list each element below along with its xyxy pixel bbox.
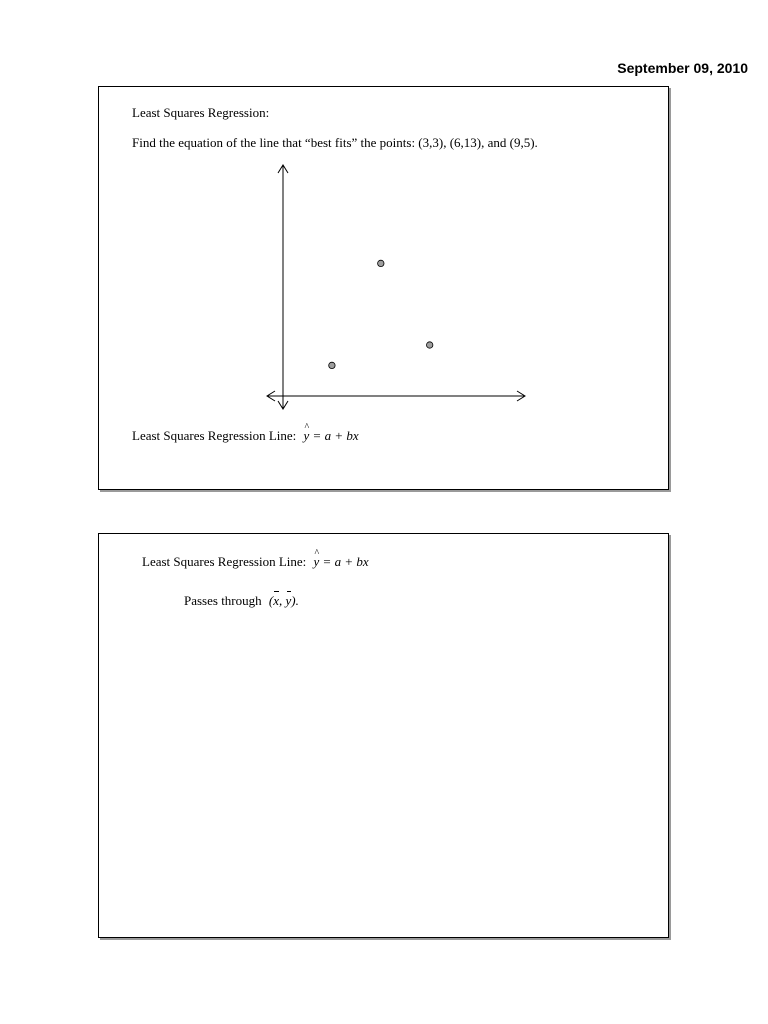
- paren-open: (: [268, 593, 274, 608]
- regression-line-label: [132, 428, 359, 444]
- mean-point: [269, 593, 299, 608]
- paren-close: ).: [291, 593, 299, 608]
- scatter-plot: [259, 159, 539, 419]
- y-hat: ^ y: [304, 428, 310, 444]
- regression-line-label-text: Least Squares Regression Line:: [132, 428, 297, 443]
- slide-least-squares-regression: [98, 86, 669, 490]
- equation-rest: = a + bx: [319, 554, 369, 569]
- passes-through-line: [184, 593, 299, 609]
- equation-rest: = a + bx: [309, 428, 359, 443]
- slide-title: Least Squares Regression:: [132, 105, 270, 120]
- data-point-2: [378, 260, 384, 266]
- comma: ,: [279, 593, 286, 608]
- passes-through-label: Passes through: [184, 593, 262, 608]
- regression-equation: [314, 554, 369, 569]
- y-hat: ^ y: [314, 554, 320, 570]
- regression-line-label: [142, 554, 369, 570]
- data-point-1: [329, 362, 335, 368]
- regression-line-label-text: Least Squares Regression Line:: [142, 554, 307, 569]
- y-bar: y: [285, 593, 292, 608]
- problem-statement: Find the equation of the line that “best fits” the points: (3,3), (6,13), and (9,5).: [132, 135, 538, 150]
- data-point-3: [427, 342, 433, 348]
- regression-equation: [304, 428, 359, 443]
- slide-regression-line: [98, 533, 669, 938]
- x-bar: x: [273, 593, 280, 608]
- page-date: September 09, 2010: [617, 60, 748, 76]
